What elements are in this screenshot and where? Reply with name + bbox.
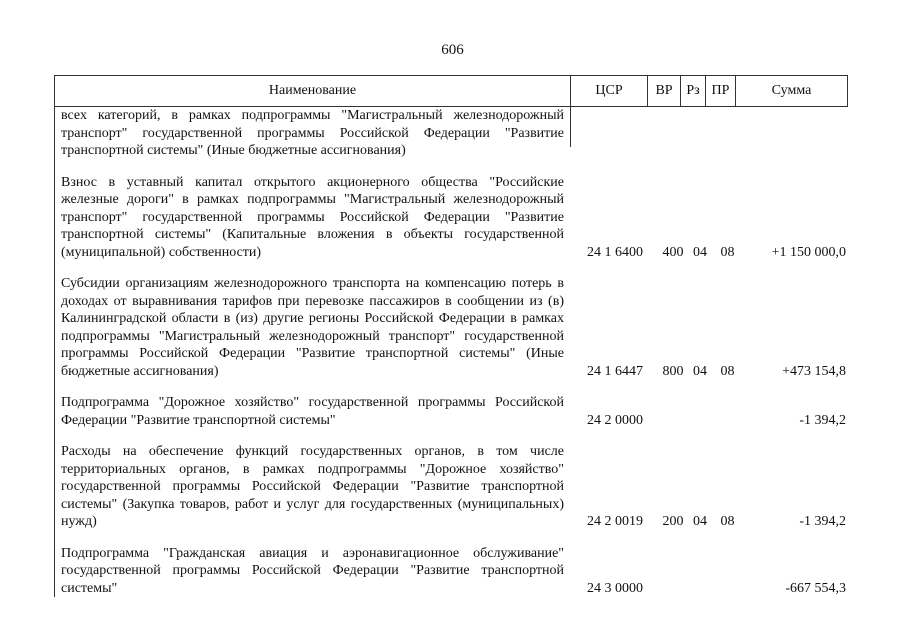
row-csr: 24 2 0019 [587,514,643,529]
header-sum: Сумма [735,76,847,106]
row-rz: 04 [693,363,707,379]
table-row [55,275,848,380]
header-pr: ПР [705,76,735,106]
row-sum: -667 554,3 [785,580,846,596]
row-pr: 08 [720,514,735,529]
row-sum: -1 394,2 [799,412,846,428]
row-name: Подпрограмма "Дорожное хозяйство" государственной программы Российской Федерации "Развитие транспортной системы" [61,395,564,428]
row-csr: 24 2 0000 [587,412,643,428]
row-name: всех категорий, в рамках подпрограммы "Магистральный железнодорожный транспорт" государственной программы Российской Федерации "Развитие транспортной системы" (Иные бюджетные ассигнования) [61,108,564,158]
row-csr: 24 1 6447 [587,363,643,379]
header-csr: ЦСР [570,76,647,106]
row-name: Взнос в уставный капитал открытого акционерного общества "Российские железные дороги" в рамках подпрограммы "Магистральный железнодорожный транспорт" государственной программы Российской Федерации "Развитие транспортной системы" (Капитальные вложения в объекты государственной (муниципальной) собственности) [61,174,564,260]
header-name: Наименование [268,83,357,98]
table-header [54,75,848,107]
row-vr: 400 [662,244,684,260]
page-number: 606 [441,42,464,58]
row-sum: -1 394,2 [799,514,846,529]
row-vr: 800 [662,363,684,379]
row-name: Расходы на обеспечение функций государственных органов, в том числе территориальных органов, в рамках подпрограммы "Дорожное хозяйство" государственной программы Российской Федерации "Развитие транспортной системы" (Закупка товаров, работ и услуг для государственных (муниципальных) нужд) [61,444,564,529]
row-rz: 04 [693,244,707,260]
table-row [55,394,848,429]
row-vr: 200 [662,514,684,529]
table-row [55,443,848,531]
table-row [55,545,848,598]
header-vr: ВР [647,76,680,106]
table-row [55,174,848,262]
row-name: Субсидии организациям железнодорожного транспорта на компенсацию потерь в доходах от выравнивания тарифов при перевозке пассажиров в сообщении из (в) Калининградской области в (из) другие регионы Российской Федерации в рамках подпрограммы "Магистральный железнодорожный транспорт" государственной программы Российской Федерации "Развитие транспортной системы" (Иные бюджетные ассигнования) [61,276,564,379]
header-rz: Рз [680,76,705,106]
table-body [54,107,848,597]
row-csr: 24 3 0000 [587,580,643,596]
row-csr: 24 1 6400 [587,244,643,260]
row-pr: 08 [720,363,735,379]
table-row [55,107,848,160]
row-name: Подпрограмма "Гражданская авиация и аэронавигационное обслуживание" государственной программы Российской Федерации "Развитие транспортной системы" [61,545,564,596]
row-rz: 04 [693,514,707,529]
row-sum: +473 154,8 [782,363,846,379]
row-pr: 08 [720,244,735,260]
budget-table [54,75,848,597]
row-sum: +1 150 000,0 [771,244,846,260]
